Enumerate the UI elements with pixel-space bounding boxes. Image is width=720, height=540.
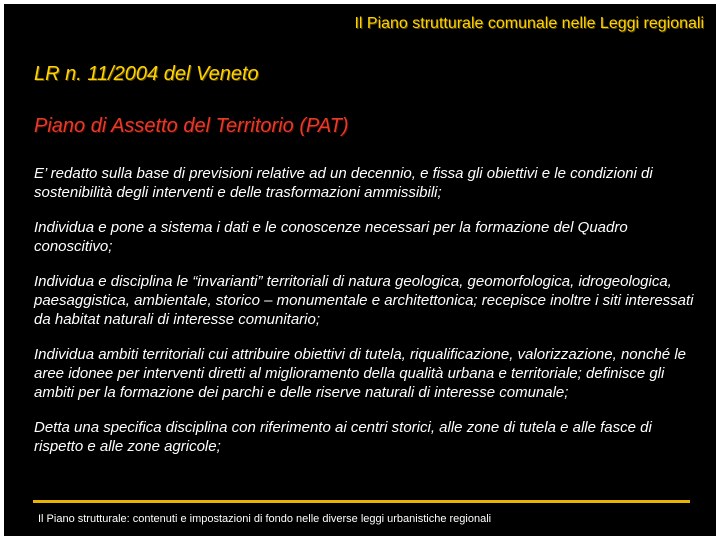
paragraph-4: Individua ambiti territoriali cui attribuire obiettivi di tutela, riqualificazione, valorizzazione, nonché le aree idonee per interventi diretti al miglioramento della qualità urbana e territoriale; definisce gli ambiti per la formazione dei parchi e delle riserve naturali di interesse comunale; [34,346,686,401]
slide-header: Il Piano strutturale comunale nelle Leggi regionali [354,15,704,32]
slide-body [34,164,694,472]
paragraph-3: Individua e disciplina le “invarianti” territoriali di natura geologica, geomorfologica, idrogeologica, paesaggistica, ambientale, storico – monumentale e architettonica; recepisce inoltre i siti interessati da habitat naturali di interesse comunitario; [34,273,694,328]
paragraph-2: Individua e pone a sistema i dati e le conoscenze necessari per la formazione del Quadro conoscitivo; [34,219,628,255]
slide-subtitle: Piano di Assetto del Territorio (PAT) [34,115,349,137]
paragraph-1: E’ redatto sulla base di previsioni relative ad un decennio, e fissa gli obiettivi e le condizioni di sostenibilità degli interventi e delle trasformazioni ammissibili; [34,165,653,201]
paragraph-5: Detta una specifica disciplina con riferimento ai centri storici, alle zone di tutela e alle fasce di rispetto e alle zone agricole; [34,419,652,455]
footer-divider [33,500,690,503]
slide [4,4,716,536]
slide-footer: Il Piano strutturale: contenuti e impostazioni di fondo nelle diverse leggi urbanistiche regionali [38,513,492,525]
slide-title: LR n. 11/2004 del Veneto [34,63,259,85]
